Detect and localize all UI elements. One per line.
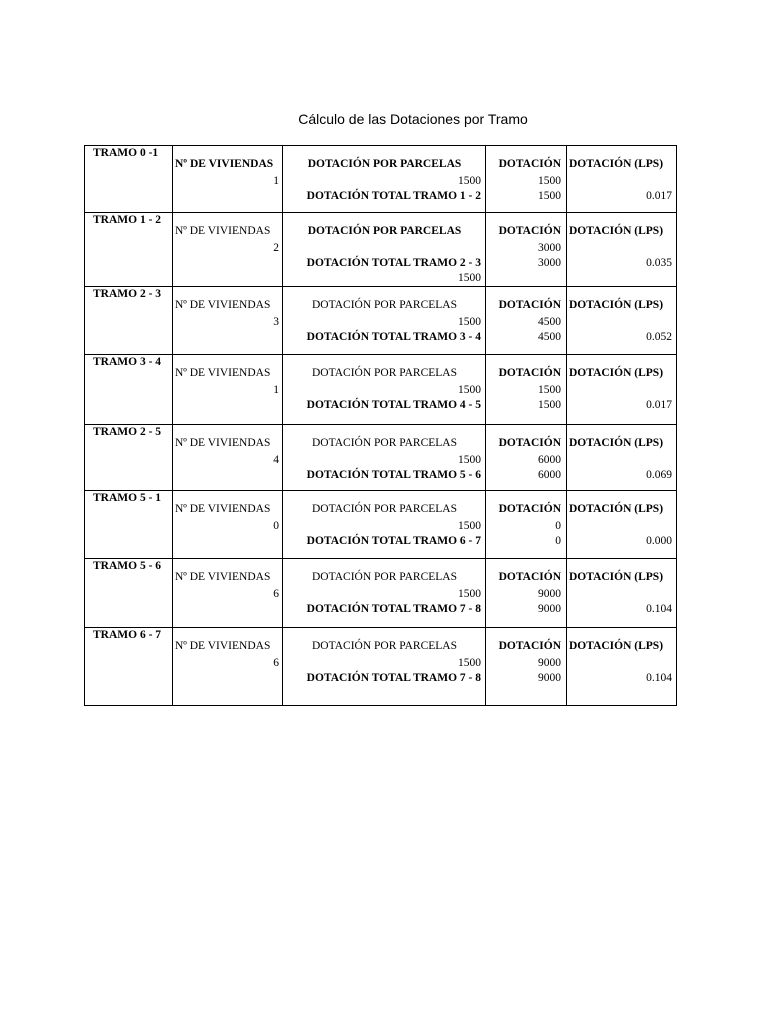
viviendas-label: Nº DE VIVIENDAS: [175, 503, 271, 515]
dotacion-label: DOTACIÓN: [498, 640, 561, 652]
tramo-block: [84, 286, 677, 354]
column-divider: [172, 213, 173, 286]
tramo-block: [84, 627, 677, 706]
dotacion-value: 3000: [538, 242, 561, 254]
dotacion-value: 1500: [538, 384, 561, 396]
tramo-block: [84, 490, 677, 558]
dotacion-total-value: 6000: [538, 469, 561, 481]
tramo-block: [84, 145, 677, 212]
page-title: Cálculo de las Dotaciones por Tramo: [298, 111, 528, 127]
dotacion-value: 1500: [538, 175, 561, 187]
tramo-label: TRAMO 5 - 1: [93, 492, 162, 504]
parcelas-label: DOTACIÓN POR PARCELAS: [312, 640, 457, 652]
column-divider: [172, 628, 173, 705]
viviendas-value: 3: [273, 316, 279, 328]
parcelas-label: DOTACIÓN POR PARCELAS: [312, 503, 457, 515]
dotacion-total-value: 1500: [538, 399, 561, 411]
tramo-label: TRAMO 2 - 3: [93, 288, 162, 300]
dotacion-total-label: DOTACIÓN TOTAL TRAMO 6 - 7: [306, 535, 481, 547]
parcelas-value: 1500: [458, 657, 481, 669]
column-divider: [172, 491, 173, 558]
dotacion-label: DOTACIÓN: [498, 571, 561, 583]
dotacion-value: 6000: [538, 454, 561, 466]
lps-value: 0.017: [646, 399, 672, 411]
dotacion-value: 0: [555, 520, 561, 532]
parcelas-value: 1500: [458, 316, 481, 328]
dotacion-label: DOTACIÓN: [498, 503, 561, 515]
tramo-label: TRAMO 2 - 5: [93, 426, 162, 438]
tramo-block: [84, 212, 677, 286]
dotacion-label: DOTACIÓN: [498, 158, 561, 170]
column-divider: [566, 559, 567, 627]
lps-value: 0.000: [646, 535, 672, 547]
column-divider: [172, 425, 173, 490]
viviendas-label: Nº DE VIVIENDAS: [175, 640, 271, 652]
parcelas-label: DOTACIÓN POR PARCELAS: [312, 571, 457, 583]
parcelas-extra-value: 1500: [458, 272, 481, 284]
viviendas-value: 1: [273, 384, 279, 396]
dotacion-label: DOTACIÓN: [498, 367, 561, 379]
viviendas-label: Nº DE VIVIENDAS: [175, 367, 271, 379]
dotaciones-table: [84, 145, 677, 706]
viviendas-value: 0: [273, 520, 279, 532]
parcelas-label: DOTACIÓN POR PARCELAS: [312, 299, 457, 311]
dotacion-value: 4500: [538, 316, 561, 328]
lps-label: DOTACIÓN (LPS): [569, 437, 664, 449]
tramo-block: [84, 558, 677, 627]
dotacion-total-value: 0: [555, 535, 561, 547]
viviendas-label: Nº DE VIVIENDAS: [175, 299, 271, 311]
lps-value: 0.052: [646, 331, 672, 343]
dotacion-value: 9000: [538, 588, 561, 600]
tramo-block: [84, 424, 677, 490]
viviendas-label: Nº DE VIVIENDAS: [175, 437, 271, 449]
dotacion-total-value: 9000: [538, 603, 561, 615]
tramo-label: TRAMO 3 - 4: [93, 356, 162, 368]
dotacion-label: DOTACIÓN: [498, 299, 561, 311]
viviendas-value: 6: [273, 657, 279, 669]
column-divider: [172, 559, 173, 627]
dotacion-total-label: DOTACIÓN TOTAL TRAMO 3 - 4: [306, 331, 481, 343]
dotacion-total-label: DOTACIÓN TOTAL TRAMO 7 - 8: [306, 672, 481, 684]
dotacion-total-label: DOTACIÓN TOTAL TRAMO 4 - 5: [306, 399, 481, 411]
dotacion-total-value: 3000: [538, 257, 561, 269]
lps-label: DOTACIÓN (LPS): [569, 571, 664, 583]
parcelas-value: 1500: [458, 520, 481, 532]
parcelas-value: 1500: [458, 175, 481, 187]
viviendas-label: Nº DE VIVIENDAS: [175, 225, 271, 237]
dotacion-total-label: DOTACIÓN TOTAL TRAMO 1 - 2: [306, 190, 481, 202]
parcelas-label: DOTACIÓN POR PARCELAS: [312, 367, 457, 379]
column-divider: [172, 355, 173, 424]
viviendas-label: Nº DE VIVIENDAS: [175, 571, 271, 583]
viviendas-value: 6: [273, 588, 279, 600]
lps-label: DOTACIÓN (LPS): [569, 299, 664, 311]
tramo-label: TRAMO 0 -1: [93, 147, 159, 159]
dotacion-total-label: DOTACIÓN TOTAL TRAMO 5 - 6: [306, 469, 481, 481]
column-divider: [172, 146, 173, 212]
parcelas-value: 1500: [458, 588, 481, 600]
column-divider: [566, 628, 567, 705]
lps-label: DOTACIÓN (LPS): [569, 225, 664, 237]
lps-label: DOTACIÓN (LPS): [569, 640, 664, 652]
parcelas-value: 1500: [458, 384, 481, 396]
column-divider: [566, 213, 567, 286]
parcelas-label: DOTACIÓN POR PARCELAS: [307, 225, 462, 237]
tramo-label: TRAMO 6 - 7: [93, 629, 162, 641]
lps-label: DOTACIÓN (LPS): [569, 158, 664, 170]
parcelas-label: DOTACIÓN POR PARCELAS: [312, 437, 457, 449]
dotacion-total-value: 9000: [538, 672, 561, 684]
lps-value: 0.104: [646, 603, 672, 615]
dotacion-label: DOTACIÓN: [498, 225, 561, 237]
dotacion-total-value: 1500: [538, 190, 561, 202]
viviendas-value: 4: [273, 454, 279, 466]
dotacion-value: 9000: [538, 657, 561, 669]
viviendas-value: 1: [273, 175, 279, 187]
viviendas-label: Nº DE VIVIENDAS: [175, 158, 274, 170]
dotacion-total-label: DOTACIÓN TOTAL TRAMO 2 - 3: [306, 257, 481, 269]
viviendas-value: 2: [273, 242, 279, 254]
parcelas-label: DOTACIÓN POR PARCELAS: [307, 158, 462, 170]
lps-value: 0.035: [646, 257, 672, 269]
parcelas-value: 1500: [458, 454, 481, 466]
column-divider: [172, 287, 173, 354]
column-divider: [566, 355, 567, 424]
dotacion-label: DOTACIÓN: [498, 437, 561, 449]
lps-label: DOTACIÓN (LPS): [569, 367, 664, 379]
lps-value: 0.069: [646, 469, 672, 481]
tramo-label: TRAMO 5 - 6: [93, 560, 162, 572]
tramo-label: TRAMO 1 - 2: [93, 214, 162, 226]
dotacion-total-label: DOTACIÓN TOTAL TRAMO 7 - 8: [306, 603, 481, 615]
tramo-block: [84, 354, 677, 424]
lps-value: 0.104: [646, 672, 672, 684]
dotacion-total-value: 4500: [538, 331, 561, 343]
lps-label: DOTACIÓN (LPS): [569, 503, 664, 515]
lps-value: 0.017: [646, 190, 672, 202]
